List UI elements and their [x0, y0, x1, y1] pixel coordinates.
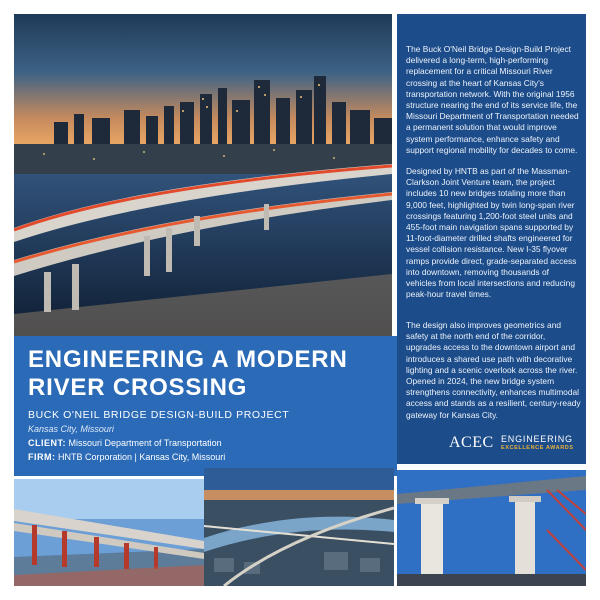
photo-city-aerial: [204, 468, 394, 586]
narrative-paragraph: The Buck O'Neil Bridge Design-Build Project delivered a long-term, high-performing replacement for a critical Missouri River crossing at the heart of Kansas City's transportation network. With the original 1956 structure nearing the end of its service life, the Missouri Department of Transportation needed a permanent solution that would improve system performance, enhance safety and support regional mobility for decades to come.: [406, 44, 579, 155]
photo-pier-construction: [397, 470, 586, 586]
narrative-paragraph: Designed by HNTB as part of the Massman-Clarkson Joint Venture team, the project includes 10 new bridges totaling more than 9,000 feet, highlighted by twin long-span river crossings featuring 1,200-foot steel units and 455-foot main navigation spans supported by 11-foot-diameter drilled shafts engineered for vessel collision resistance. New I-35 flyover ramps provide direct, grade-separated access into downtown, removing thousands of vehicles from local intersections and reducing peak-hour travel times.: [406, 166, 577, 300]
acec-wordmark: ACEC: [449, 434, 494, 451]
client-line: [28, 438, 222, 448]
narrative-column: [397, 14, 586, 464]
firm-label: FIRM:: [28, 452, 56, 462]
narrative-paragraph: The design also improves geometrics and safety at the north end of the corridor, upgrades access to the downtown airport and introduces a shared use path with decorative lighting and a scenic overlook across the river. Opened in 2024, the new bridge system strengthens connectivity, enhances multimodal access and stands as a resilient, century-ready gateway for Kansas City.: [406, 320, 581, 420]
client-label: CLIENT:: [28, 438, 66, 448]
title-panel: [14, 336, 397, 476]
page-title: ENGINEERING A MODERN RIVER CROSSING: [28, 346, 348, 401]
photo-bridge-aerial: [14, 479, 204, 586]
hero-photo-bridge-skyline: [14, 14, 392, 336]
acec-awards-logo: [449, 434, 579, 456]
award-excellence-text: EXCELLENCE AWARDS: [501, 445, 574, 451]
firm-name: HNTB Corporation | Kansas City, Missouri: [58, 452, 226, 462]
project-name: BUCK O'NEIL BRIDGE DESIGN-BUILD PROJECT: [28, 409, 290, 421]
firm-line: [28, 452, 225, 462]
client-name: Missouri Department of Transportation: [68, 438, 222, 448]
project-location: Kansas City, Missouri: [28, 424, 114, 434]
award-engineering-text: ENGINEERING: [501, 434, 573, 444]
